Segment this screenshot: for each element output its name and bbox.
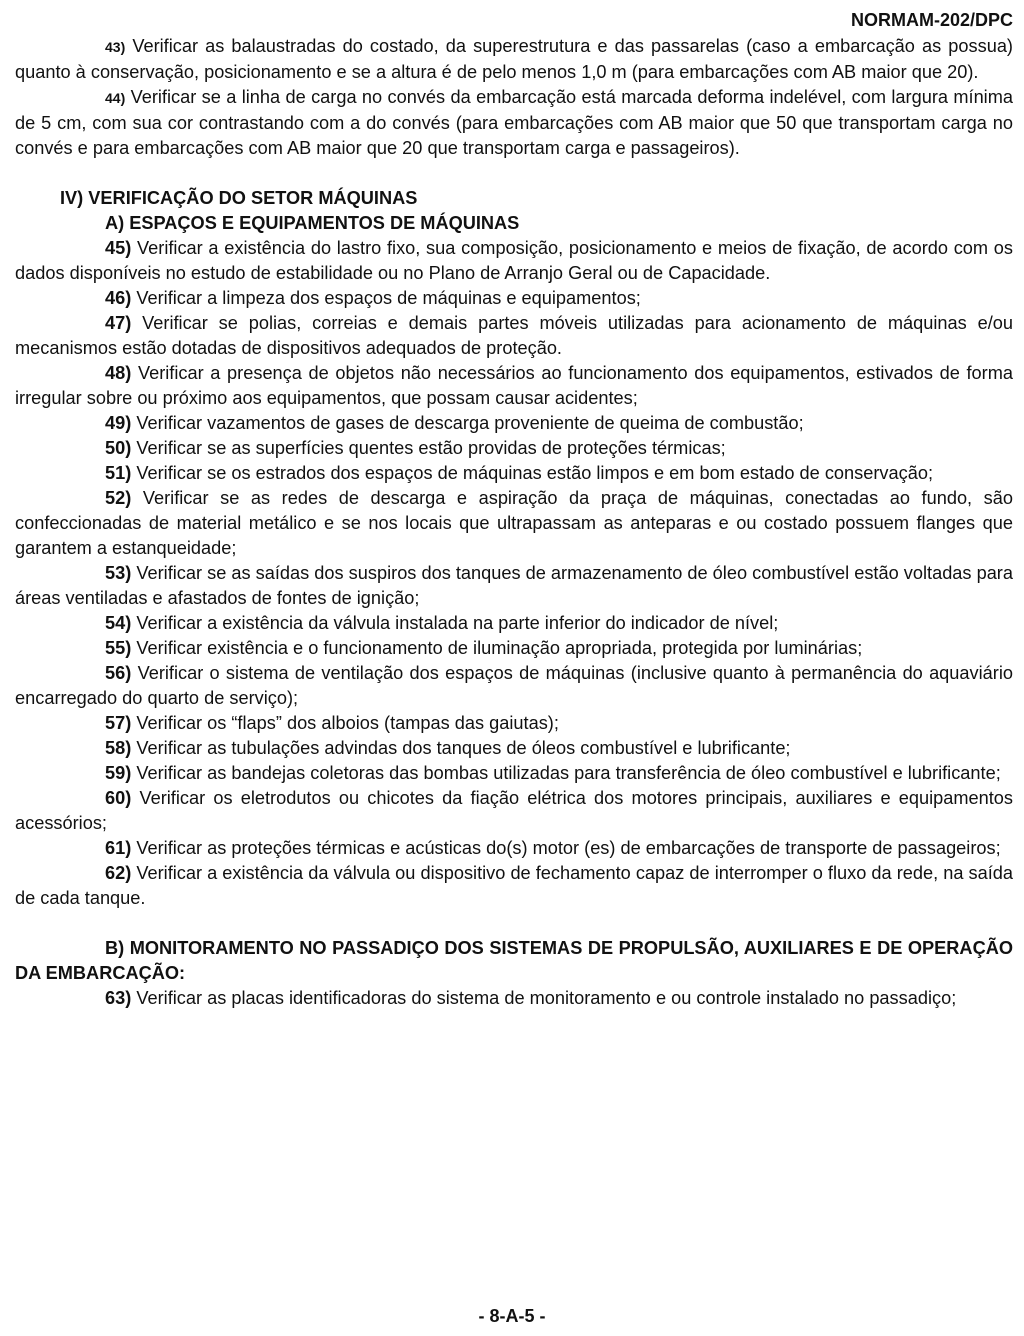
list-item-46 <box>15 286 1013 311</box>
document-page <box>15 8 1013 1011</box>
item-number: 46) <box>105 288 132 308</box>
list-item-53 <box>15 561 1013 611</box>
list-item-50 <box>15 436 1013 461</box>
item-number: 47) <box>105 313 132 333</box>
list-item-51 <box>15 461 1013 486</box>
item-text: Verificar a existência do lastro fixo, sua composição, posicionamento e meios de fixação, de acordo com os dados disponíveis no estudo de estabilidade ou no Plano de Arranjo Geral ou de Capacidade. <box>15 238 1013 283</box>
item-text: Verificar se as redes de descarga e aspiração da praça de máquinas, conectadas ao fundo, são confeccionadas de material metálico e se nos locais que ultrapassam as anteparas e ou costado possuem flanges que garantem a estanqueidade; <box>15 488 1013 558</box>
item-text: Verificar a limpeza dos espaços de máquinas e equipamentos; <box>136 288 641 308</box>
item-text: Verificar o sistema de ventilação dos espaços de máquinas (inclusive quanto à permanência do aquaviário encarregado do quarto de serviço); <box>15 663 1013 708</box>
item-text: Verificar se a linha de carga no convés da embarcação está marcada deforma indelével, com largura mínima de 5 cm, com sua cor contrastando com a do convés (para embarcações com AB maior que 50 que transportam carga no convés e para embarcações com AB maior que 20 que transportam carga e passageiros). <box>15 87 1013 158</box>
item-number: 60) <box>105 788 132 808</box>
document-code-header: NORMAM-202/DPC <box>850 10 1013 30</box>
item-number: 57) <box>105 713 132 733</box>
section-iv <box>15 186 1013 911</box>
list-item-52 <box>15 486 1013 561</box>
item-number: 52) <box>105 488 132 508</box>
section-b <box>15 936 1013 1011</box>
item-number: 44) <box>105 90 126 106</box>
list-item-61 <box>15 836 1013 861</box>
list-item-55 <box>15 636 1013 661</box>
item-text: Verificar existência e o funcionamento de iluminação apropriada, protegida por luminárias; <box>136 638 863 658</box>
page-number-footer: - 8-A-5 - <box>478 1306 546 1326</box>
item-number: 58) <box>105 738 132 758</box>
item-number: 48) <box>105 363 132 383</box>
item-text: Verificar a presença de objetos não necessários ao funcionamento dos equipamentos, estivados de forma irregular sobre ou próximo aos equipamentos, que possam causar acidentes; <box>15 363 1013 408</box>
item-number: 63) <box>105 988 132 1008</box>
item-number: 56) <box>105 663 132 683</box>
section-iv-title: IV) VERIFICAÇÃO DO SETOR MÁQUINAS <box>60 188 418 208</box>
list-item-58 <box>15 736 1013 761</box>
item-number: 45) <box>105 238 132 258</box>
item-number: 61) <box>105 838 132 858</box>
item-text: Verificar se as saídas dos suspiros dos tanques de armazenamento de óleo combustível estão voltadas para áreas ventiladas e afastados de fontes de ignição; <box>15 563 1013 608</box>
item-number: 50) <box>105 438 132 458</box>
item-text: Verificar as balaustradas do costado, da superestrutura e das passarelas (caso a embarcação as possua) quanto à conservação, posicionamento e se a altura é de pelo menos 1,0 m (para embarcações com AB maior que 20). <box>15 36 1013 82</box>
item-text: Verificar se as superfícies quentes estão providas de proteções térmicas; <box>136 438 726 458</box>
list-item-57 <box>15 711 1013 736</box>
list-item-45 <box>15 236 1013 286</box>
list-item-60 <box>15 786 1013 836</box>
item-text: Verificar os eletrodutos ou chicotes da fiação elétrica dos motores principais, auxiliares e equipamentos acessórios; <box>15 788 1013 833</box>
item-number: 49) <box>105 413 132 433</box>
item-number: 51) <box>105 463 132 483</box>
item-number: 43) <box>105 39 126 55</box>
item-number: 55) <box>105 638 132 658</box>
item-text: Verificar os “flaps” dos alboios (tampas das gaiutas); <box>136 713 559 733</box>
list-item-63 <box>15 986 1013 1011</box>
item-number: 62) <box>105 863 132 883</box>
item-number: 54) <box>105 613 132 633</box>
item-number: 59) <box>105 763 132 783</box>
list-item-43 <box>15 34 1013 85</box>
subsection-a-title: A) ESPAÇOS E EQUIPAMENTOS DE MÁQUINAS <box>105 213 520 233</box>
item-number: 53) <box>105 563 132 583</box>
item-text: Verificar as placas identificadoras do sistema de monitoramento e ou controle instalado no passadiço; <box>136 988 957 1008</box>
item-text: Verificar as tubulações advindas dos tanques de óleos combustível e lubrificante; <box>136 738 791 758</box>
item-text: Verificar as bandejas coletoras das bombas utilizadas para transferência de óleo combustível e lubrificante; <box>136 763 1001 783</box>
item-text: Verificar as proteções térmicas e acústicas do(s) motor (es) de embarcações de transporte de passageiros; <box>136 838 1001 858</box>
list-item-48 <box>15 361 1013 411</box>
item-text: Verificar vazamentos de gases de descarga proveniente de queima de combustão; <box>136 413 804 433</box>
item-text: Verificar a existência da válvula ou dispositivo de fechamento capaz de interromper o fluxo da rede, na saída de cada tanque. <box>15 863 1013 908</box>
item-text: Verificar a existência da válvula instalada na parte inferior do indicador de nível; <box>136 613 779 633</box>
item-text: Verificar se polias, correias e demais partes móveis utilizadas para acionamento de máquinas e/ou mecanismos estão dotadas de dispositivos adequados de proteção. <box>15 313 1013 358</box>
list-item-62 <box>15 861 1013 911</box>
list-item-47 <box>15 311 1013 361</box>
list-item-59 <box>15 761 1013 786</box>
list-item-49 <box>15 411 1013 436</box>
list-item-44 <box>15 85 1013 161</box>
section-b-title: B) MONITORAMENTO NO PASSADIÇO DOS SISTEMAS DE PROPULSÃO, AUXILIARES E DE OPERAÇÃO DA EMBARCAÇÃO: <box>15 938 1013 983</box>
item-text: Verificar se os estrados dos espaços de máquinas estão limpos e em bom estado de conservação; <box>136 463 934 483</box>
list-item-54 <box>15 611 1013 636</box>
list-item-56 <box>15 661 1013 711</box>
